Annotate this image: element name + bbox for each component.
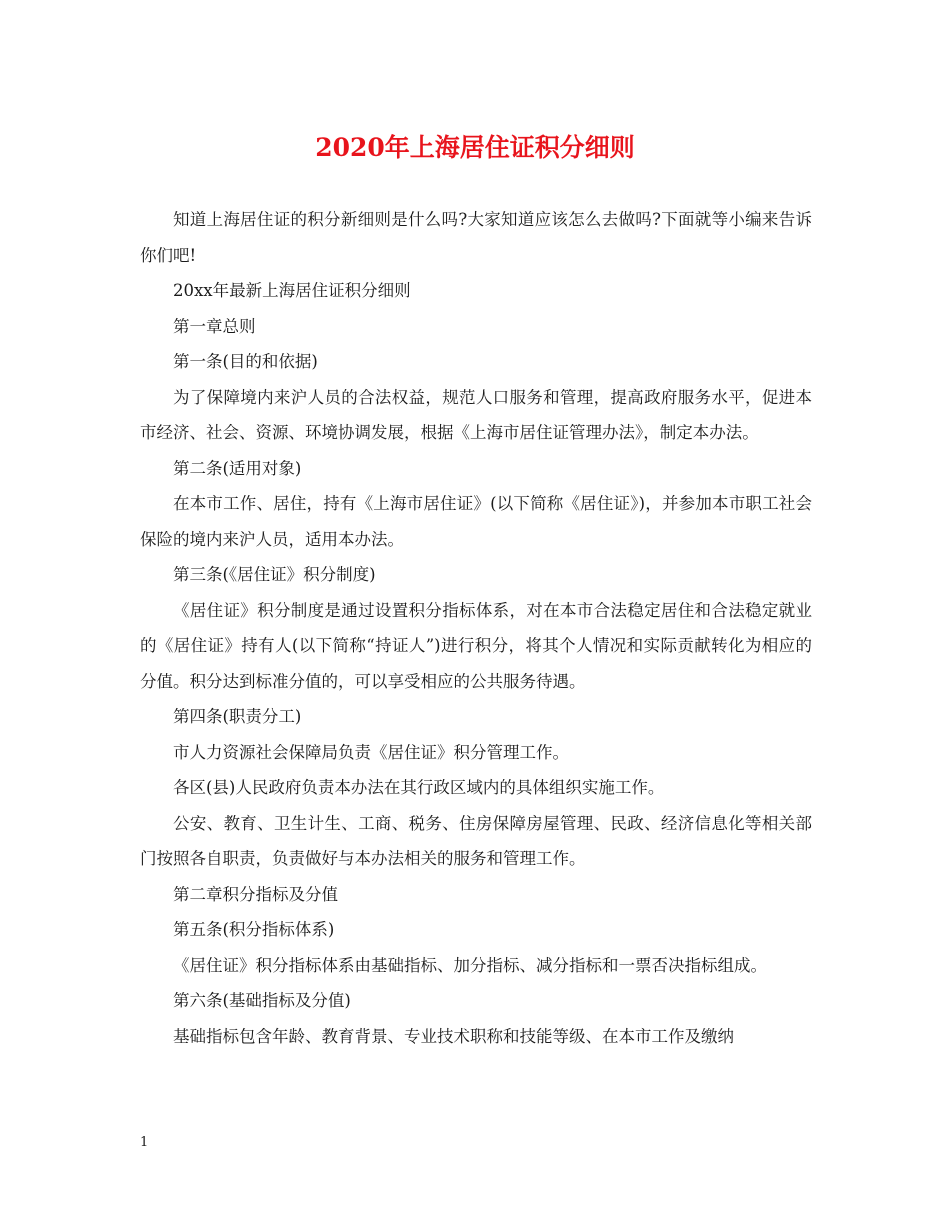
article-6-heading: 第六条(基础指标及分值) xyxy=(173,991,351,1010)
article-2-text: 在本市工作、居住，持有《上海市居住证》(以下简称《居住证》)，并参加本市职工社会保险的境内来沪人员，适用本办法。 xyxy=(140,494,812,549)
article-4-text-3: 公安、教育、卫生计生、工商、税务、住房保障房屋管理、民政、经济信息化等相关部门按照各自职责，负责做好与本办法相关的服务和管理工作。 xyxy=(140,813,812,868)
article-4-text-2: 各区(县)人民政府负责本办法在其行政区域内的具体组织实施工作。 xyxy=(173,778,665,797)
page-number: 1 xyxy=(140,1135,149,1150)
article-4-text-1: 市人力资源社会保障局负责《居住证》积分管理工作。 xyxy=(173,742,569,762)
article-2-heading: 第二条(适用对象) xyxy=(173,458,302,478)
article-1-heading: 第一条(目的和依据) xyxy=(173,352,318,371)
paragraph-subtitle: 20xx年最新上海居住证积分细则 xyxy=(173,281,411,300)
document-body xyxy=(140,202,812,1054)
article-5-heading: 第五条(积分指标体系) xyxy=(173,920,335,939)
article-6-text: 基础指标包含年龄、教育背景、专业技术职称和技能等级、在本市工作及缴纳 xyxy=(173,1026,734,1046)
chapter-1-heading: 第一章总则 xyxy=(173,316,256,336)
article-3-heading: 第三条(《居住证》积分制度) xyxy=(173,565,376,584)
chapter-2-heading: 第二章积分指标及分值 xyxy=(173,884,338,904)
article-3-text: 《居住证》积分制度是通过设置积分指标体系，对在本市合法稳定居住和合法稳定就业的《居住证》持有人(以下简称“持证人”)进行积分，将其个人情况和实际贡献转化为相应的分值。积分达到标准分值的，可以享受相应的公共服务待遇。 xyxy=(140,600,812,691)
article-1-text: 为了保障境内来沪人员的合法权益，规范人口服务和管理，提高政府服务水平，促进本市经济、社会、资源、环境协调发展，根据《上海市居住证管理办法》，制定本办法。 xyxy=(140,387,812,442)
article-4-heading: 第四条(职责分工) xyxy=(173,707,302,726)
article-5-text: 《居住证》积分指标体系由基础指标、加分指标、减分指标和一票否决指标组成。 xyxy=(173,955,767,975)
paragraph-intro: 知道上海居住证的积分新细则是什么吗?大家知道应该怎么去做吗?下面就等小编来告诉你们吧! xyxy=(140,210,812,265)
document-title: 2020年上海居住证积分细则 xyxy=(315,133,635,162)
